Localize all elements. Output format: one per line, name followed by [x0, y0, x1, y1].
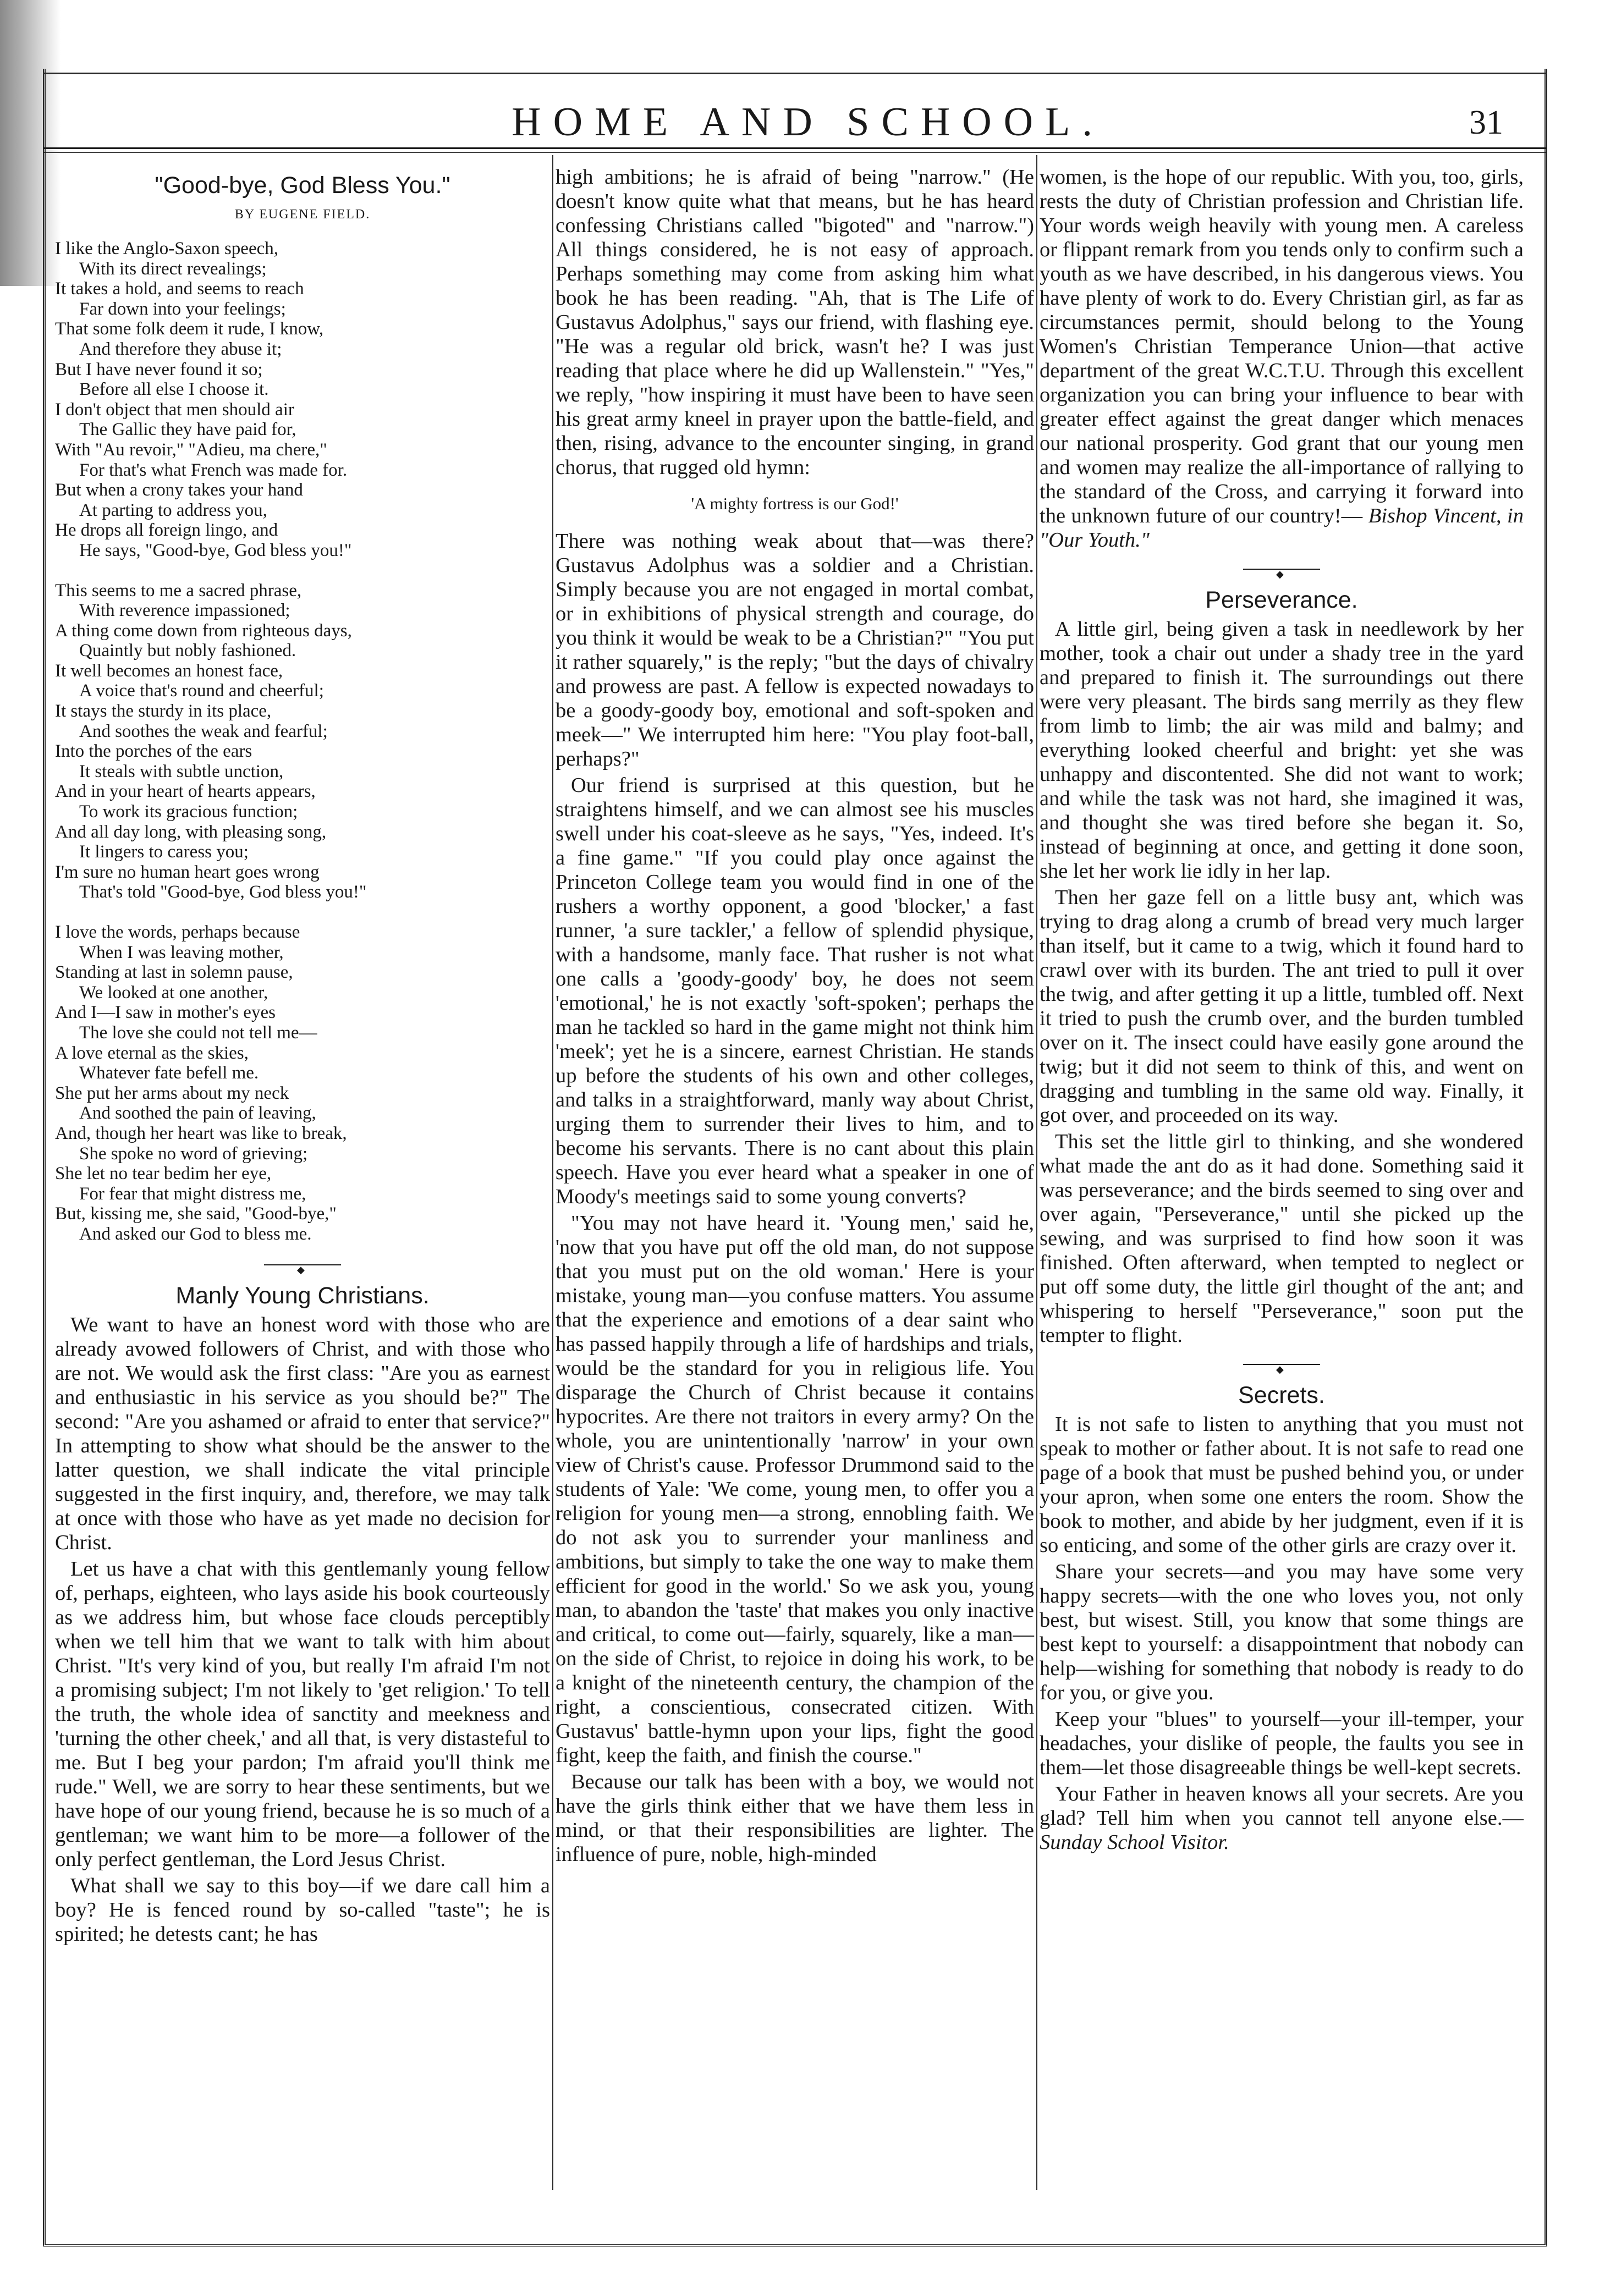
manly-paragraph: Let us have a chat with this gentlemanly young fellow of, perhaps, eighteen, who lays aside his book courteously as we address him, but whose face clouds perceptibly when we tell him that we want to talk with him about Christ. "It's very kind of you, but really I'm afraid I'm not a promising subject; I'm not likely to 'get religion.' To tell the truth, the whole idea of sanctity and meekness and 'turning the other cheek,' and all that, is very distasteful to me. But I beg your pardon; I'm afraid you'll think me rude." Well, we are sorry to hear these sentiments, but we have hope of our young friend, because he is so much of a gentleman; we want him to be more—a follower of the only perfect gentleman, the Lord Jesus Christ. [55, 1557, 550, 1871]
poem-line: She put her arms about my neck [55, 1083, 289, 1103]
poem-line: The Gallic they have paid for, [79, 420, 296, 440]
poem-line: A thing come down from righteous days, [55, 620, 352, 641]
poem-line: And in your heart of hearts appears, [55, 781, 316, 802]
manly-paragraph: high ambitions; he is afraid of being "narrow." (He doesn't know quite what that means, but he has heard confessing Christians called "bigoted" and "narrow.") All things considered, he is not easy of approach. Perhaps something may come from asking him what book he has been reading. "Ah, that is The Life of Gustavus Adolphus," says our friend, with flashing eye. "He was a regular old brick, wasn't he? I was just reading that place where he did up Wallenstein." "Yes," we reply, "how inspiring it must have been to have seen his great army kneel in prayer upon the battle-field, and then, rising, advance to the encounter singing, in grand chorus, that rugged old hymn: [556, 166, 1034, 479]
poem-line: That some folk deem it rude, I know, [55, 319, 324, 339]
poem-line: Whatever fate befell me. [79, 1063, 259, 1083]
poem-line: He drops all foreign lingo, and [55, 520, 278, 541]
poem-line: That's told "Good-bye, God bless you!" [79, 882, 367, 902]
top-rule [43, 73, 1547, 74]
poem-line: With its direct revealings; [79, 258, 267, 279]
poem-title: "Good-bye, God Bless You." [155, 172, 450, 199]
poem-line: A love eternal as the skies, [55, 1043, 249, 1063]
manly-paragraph: "You may not have heard it. 'Young men,' said he, 'now that you have put off the old man, do not suppose that you must put on the old woman.' Here is your mistake, young man—you confuse matters. You assume that the experience and emotions of a dear saint who has passed happily through a life of hardships and trials, would be the standard for you in religious life. You disparage the Church of Christ because it contains hypocrites. Are there not traitors in every army? On the whole, you are unintentionally 'narrow' in your own view of Christ's cause. Professor Drummond said to the students of Yale: 'We come, young men, to offer you a religion for young men—a strong, ennobling faith. We do not ask you to surrender your manliness and ambitions, but simply to take the one way to make them efficient for good in the world.' So we ask you, young man, to abandon the 'taste' that makes you only inactive and critical, to come out—fairly, squarely, like a man—on the side of Christ, to rejoice in doing his work, to be a knight of the nineteenth century, the champion of the right, a conscientious, consecrated citizen. With Gustavus' battle-hymn upon your lips, fight the good fight, keep the faith, and finish the course." [556, 1212, 1034, 1767]
column-3 [1040, 165, 1524, 1857]
poem-line: For fear that might distress me, [79, 1183, 306, 1204]
manly-paragraph: Because our talk has been with a boy, we would not have the girls think either that we have them less in mind, or that their responsibilities are lighter. The influence of pure, noble, high-minded [556, 1770, 1034, 1866]
poem-line: Into the porches of the ears [55, 741, 252, 762]
secrets-paragraph: It is not safe to listen to anything that you must not speak to mother or father about. It is not safe to read one page of a book that must be pushed behind you, or under your apron, when some one enters the room. Show the book to mother, and abide by her judgment, even if it is so enticing, and some of the other girls are crazy over it. [1040, 1413, 1524, 1557]
poem-line: But, kissing me, she said, "Good-bye," [55, 1204, 337, 1224]
poem-line: It well becomes an honest face, [55, 660, 283, 681]
header-rule [43, 147, 1547, 153]
column-divider-1 [552, 155, 553, 2190]
poem-line: Standing at last in solemn pause, [55, 962, 293, 983]
poem-line: It steals with subtle unction, [79, 761, 284, 781]
column-2 [556, 165, 1034, 1869]
poem-line: And, though her heart was like to break, [55, 1123, 347, 1143]
poem-line: I love the words, perhaps because [55, 922, 300, 942]
section-divider [1243, 1364, 1320, 1365]
poem-line: And soothes the weak and fearful; [79, 721, 328, 741]
poem-line: I like the Anglo-Saxon speech, [55, 239, 278, 258]
poem-line: To work its gracious function; [79, 802, 298, 822]
manly-title: Manly Young Christians. [175, 1282, 430, 1309]
poem-line: For that's what French was made for. [79, 460, 348, 480]
poem-line: She spoke no word of grieving; [79, 1143, 308, 1164]
column-divider-2 [1036, 155, 1037, 2190]
poem-line: It stays the sturdy in its place, [55, 701, 272, 722]
perseverance-paragraph: Then her gaze fell on a little busy ant, which was trying to drag along a crumb of bread very much larger than itself, but it came to a twig, which it found hard to crawl over with its burden. The ant tried to pull it over the twig, and after getting it up a little, tumbled off. Next it tried to push the crumb over, and the burden tumbled over on it. The insect could have easily gone around the twig; but it did not seem to think of this, and went on dragging and tumbling in the same old way. Finally, it got over, and proceeded on its way. [1040, 886, 1524, 1127]
poem-line: She let no tear bedim her eye, [55, 1164, 272, 1184]
poem-line: Far down into your feelings; [79, 299, 286, 319]
poem-line: And I—I saw in mother's eyes [55, 1003, 276, 1023]
poem-line: The love she could not tell me— [79, 1022, 317, 1043]
secrets-paragraph-text: Your Father in heaven knows all your secrets. Are you glad? Tell him when you cannot tell anyone else.— [1040, 1782, 1524, 1830]
poem-line: And therefore they abuse it; [79, 339, 282, 359]
secrets-paragraph: Share your secrets—and you may have some very happy secrets—with the one who loves you, not only best, but wisest. Still, you know that some things are best kept to yourself: a disappointment that nobody can help—wishing for something that nobody is ready to do for you, or give you. [1040, 1560, 1524, 1704]
hymn-quote: 'A mighty fortress is our God!' [691, 494, 899, 513]
poem-line: I'm sure no human heart goes wrong [55, 862, 320, 882]
poem-line: And asked our God to bless me. [79, 1224, 312, 1244]
poem-stanza-1 [55, 239, 550, 561]
secrets-title: Secrets. [1238, 1382, 1325, 1408]
poem-line: At parting to address you, [79, 500, 267, 520]
perseverance-paragraph: This set the little girl to thinking, and she wondered what made the ant do as it had done. Something said it was perseverance; and the birds seemed to sing over and over again, "Perseverance," until she picked up the sewing, and was surprised to find how soon it was finished. Often afterward, when tempted to neglect or put off some duty, the little girl thought of the ant; and whispering to herself "Perseverance," soon put the tempter to flight. [1040, 1130, 1524, 1347]
manly-paragraph: What shall we say to this boy—if we dare call him a boy? He is fenced round by so-called "taste"; he is spirited; he detests cant; he has [55, 1874, 550, 1946]
manly-paragraph: There was nothing weak about that—was there? Gustavus Adolphus was a soldier and a Christian. Simply because you are not engaged in mortal combat, or in exhibitions of physical strength and courage, do you think it would be weak to be a Christian?" "You put it rather squarely," is the reply; "but the days of chivalry and prowess are past. A fellow is expected nowadays to be a goody-goody boy, emotional and soft-spoken and meek—" We interrupted him here: "You play foot-ball, perhaps?" [556, 530, 1034, 770]
manly-paragraph: Our friend is surprised at this question, but he straightens himself, and we can almost see his muscles swell under his coat-sleeve as he says, "Yes, indeed. It's a fine game." "If you could play once against the Princeton College team you would find in one of the rushers a worthy opponent, a good 'blocker,' a fast runner, 'a sure tackler,' a fellow of splendid physique, with a handsome, manly face. That rusher is not what one calls a 'goody-goody' boy, he does not seem 'emotional,' he is not exactly 'soft-spoken'; perhaps the man he tackled so hard in the game might not think him 'meek'; yet he is a sincere, earnest Christian. He stands up before the students of his own and other colleges, and talks in a straightforward, manly way about Christ, urging them to surrender their lives to him, and to become his servants. There is no cant about this plain speech. Have you ever heard what a speaker in one of Moody's meetings said to some young converts? [556, 774, 1034, 1208]
section-divider [1243, 569, 1320, 570]
poem-line: Quaintly but nobly fashioned. [79, 641, 296, 661]
column-1 [55, 165, 550, 1948]
poem-line: And soothed the pain of leaving, [79, 1103, 316, 1124]
poem-line: He says, "Good-bye, God bless you!" [79, 540, 352, 560]
manly-source: Bishop Vincent, in "Our Youth." [1040, 504, 1524, 552]
masthead-title: HOME AND SCHOOL. [512, 100, 1104, 145]
poem-line: But when a crony takes your hand [55, 480, 303, 500]
page-number: 31 [1469, 104, 1503, 141]
section-divider [264, 1264, 341, 1265]
poem-line: It lingers to caress you; [79, 842, 249, 862]
poem-line: I don't object that men should air [55, 399, 294, 420]
poem-line: Before all else I choose it. [79, 379, 269, 400]
poem-line: With reverence impassioned; [79, 601, 290, 621]
poem-byline: BY EUGENE FIELD. [234, 207, 371, 222]
poem-line: We looked at one another, [79, 982, 268, 1003]
poem-line: But I have never found it so; [55, 359, 263, 379]
manly-paragraph [1040, 165, 1524, 552]
perseverance-paragraph: A little girl, being given a task in needlework by her mother, took a chair out under a shady tree in the yard and prepared to finish it. The surroundings out there were very pleasant. The birds sang merrily as they flew from limb to limb; the air was mild and balmy; and everything looked cheerful and bright: yet she was unhappy and discontented. She did not want to work; and while the task was not hard, she imagined it was, and thought she was tired before she began it. So, instead of beginning at once, and getting it done soon, she let her work lie idly in her lap. [1040, 618, 1524, 883]
poem-stanza-3 [55, 922, 550, 1245]
poem-line: A voice that's round and cheerful; [79, 681, 324, 701]
secrets-paragraph [1040, 1782, 1524, 1854]
poem-line: And all day long, with pleasing song, [55, 822, 327, 842]
poem-stanza-2 [55, 581, 550, 903]
poem-line: With "Au revoir," "Adieu, ma chere," [55, 439, 327, 460]
poem-line: When I was leaving mother, [79, 942, 284, 962]
secrets-source: Sunday School Visitor. [1040, 1831, 1229, 1854]
manly-paragraph: We want to have an honest word with those who are already avowed followers of Christ, and with those who are not. We would ask the first class: "Are you as earnest and enthusiastic in his service as you should be?" The second: "Are you ashamed or afraid to enter that service?" In attempting to show what should be the answer to the latter question, we shall indicate the vital principle suggested in the first inquiry, and, therefore, we may talk at once with those who have as yet made no decision for Christ. [55, 1313, 550, 1554]
poem-line: It takes a hold, and seems to reach [55, 279, 304, 299]
poem-line: This seems to me a sacred phrase, [55, 580, 302, 601]
manly-paragraph-text: women, is the hope of our republic. With you, too, girls, rests the duty of Christian profession and Christian life. Your words weigh heavily with young men. A careless or flippant remark from you tends only to confirm such a youth as we have described, in his dangerous views. You have plenty of work to do. Every Christian girl, as far as circumstances permit, should belong to the Young Women's Christian Temperance Union—that active department of the great W.C.T.U. Through this excellent organization you can bring your influence to bear with greater effect against the great danger which menaces our national prosperity. God grant that our young men and women may realize the all-importance of rallying to the standard of the Cross, and carrying it forward into the unknown future of our country!— [1040, 166, 1524, 527]
perseverance-title: Perseverance. [1205, 587, 1358, 613]
secrets-paragraph: Keep your "blues" to yourself—your ill-temper, your headaches, your dislike of people, the faults you see in them—let those disagreeable things be well-kept secrets. [1040, 1708, 1524, 1779]
